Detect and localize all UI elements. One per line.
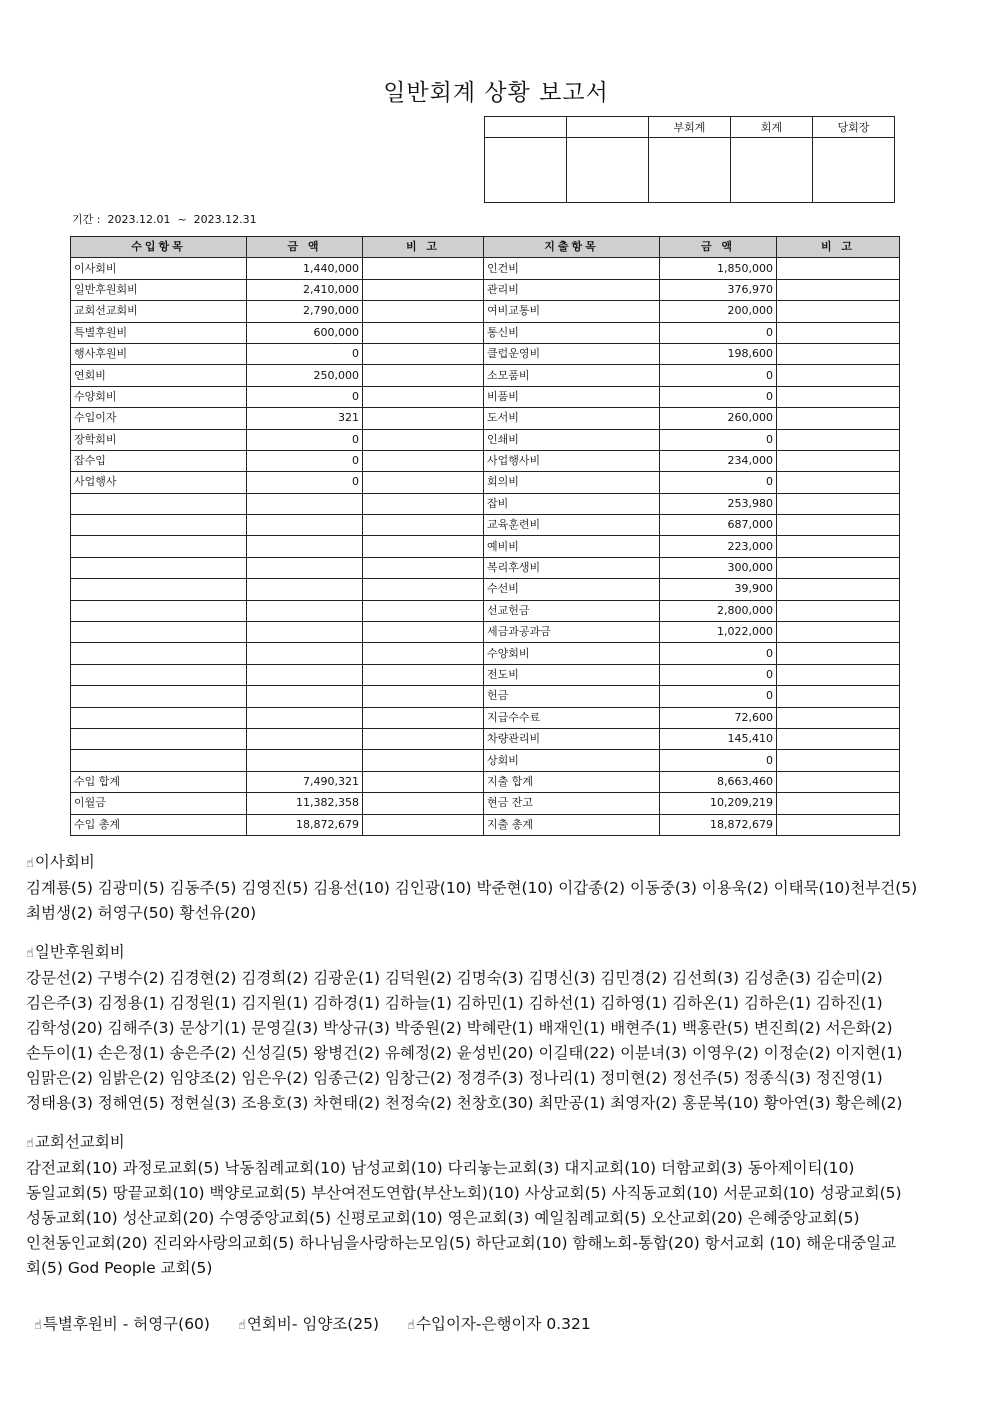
expense-item: 지급수수료 bbox=[484, 707, 660, 728]
expense-note bbox=[777, 258, 900, 279]
income-note bbox=[363, 622, 484, 643]
income-amount bbox=[247, 515, 363, 536]
ledger-row bbox=[71, 322, 900, 343]
income-note bbox=[363, 472, 484, 493]
footer-note-text: 특별후원비 - 허영구(60) bbox=[42, 1315, 210, 1333]
income-note bbox=[363, 386, 484, 407]
signature-cell bbox=[485, 138, 567, 203]
summary-income-note bbox=[363, 793, 484, 814]
income-note bbox=[363, 429, 484, 450]
income-item: 수양회비 bbox=[71, 386, 247, 407]
expense-item: 소모품비 bbox=[484, 365, 660, 386]
expense-item: 수양회비 bbox=[484, 643, 660, 664]
approval-header-cell bbox=[485, 117, 567, 138]
expense-note-header: 비 고 bbox=[777, 237, 900, 258]
expense-amount: 687,000 bbox=[660, 515, 777, 536]
income-item bbox=[71, 643, 247, 664]
income-item bbox=[71, 557, 247, 578]
ledger-row bbox=[71, 728, 900, 749]
expense-item: 복리후생비 bbox=[484, 557, 660, 578]
period-label: 기간 : bbox=[72, 213, 101, 226]
expense-item: 상회비 bbox=[484, 750, 660, 771]
ledger-row bbox=[71, 643, 900, 664]
income-item: 사업행사 bbox=[71, 472, 247, 493]
expense-item: 차량관리비 bbox=[484, 728, 660, 749]
income-amount bbox=[247, 557, 363, 578]
hand-pointing-up-icon: ☝ bbox=[26, 946, 34, 961]
period-start: 2023.12.01 bbox=[107, 213, 171, 226]
expense-note bbox=[777, 664, 900, 685]
expense-amount: 253,980 bbox=[660, 493, 777, 514]
expense-amount: 260,000 bbox=[660, 408, 777, 429]
summary-income-amount: 7,490,321 bbox=[247, 771, 363, 792]
approval-header-row bbox=[485, 117, 895, 138]
income-item: 잡수입 bbox=[71, 450, 247, 471]
hand-pointing-up-icon: ☝ bbox=[407, 1318, 416, 1333]
income-note bbox=[363, 579, 484, 600]
expense-note bbox=[777, 386, 900, 407]
note-line: 김학성(20) 김해주(3) 문상기(1) 문영길(3) 박상규(3) 박중원(2) 박혜란(1) 배재인(1) 배현주(1) 백홍란(5) 변진희(2) 서은화(2) bbox=[26, 1019, 893, 1037]
footer-note bbox=[407, 1315, 591, 1333]
income-note bbox=[363, 515, 484, 536]
income-item: 수입이자 bbox=[71, 408, 247, 429]
note-line: 임맑은(2) 임밝은(2) 임양조(2) 임은우(2) 임종근(2) 임창근(2) 정경주(3) 정나리(1) 정미현(2) 정선주(5) 정종식(3) 정진영(1) bbox=[26, 1069, 883, 1087]
expense-note bbox=[777, 750, 900, 771]
footer-note-text: 연회비- 임양조(25) bbox=[246, 1315, 380, 1333]
ledger-body bbox=[71, 258, 900, 836]
footer-note bbox=[238, 1315, 379, 1333]
note-line: 강문선(2) 구병수(2) 김경현(2) 김경희(2) 김광운(1) 김덕원(2) 김명숙(3) 김명신(3) 김민경(2) 김선희(3) 김성춘(3) 김순미(2) bbox=[26, 969, 883, 987]
note-line: 손두이(1) 손은정(1) 송은주(2) 신성길(5) 왕병건(2) 유혜정(2) 윤성빈(20) 이길태(22) 이분녀(3) 이영우(2) 이정순(2) 이지현(1) bbox=[26, 1044, 903, 1062]
income-amount: 2,790,000 bbox=[247, 301, 363, 322]
signature-cell bbox=[813, 138, 895, 203]
expense-note bbox=[777, 472, 900, 493]
expense-note bbox=[777, 515, 900, 536]
expense-amount: 0 bbox=[660, 643, 777, 664]
summary-expense-note bbox=[777, 771, 900, 792]
income-note bbox=[363, 707, 484, 728]
expense-amount: 376,970 bbox=[660, 279, 777, 300]
income-amount: 2,410,000 bbox=[247, 279, 363, 300]
expense-item: 교육훈련비 bbox=[484, 515, 660, 536]
expense-note bbox=[777, 579, 900, 600]
summary-row bbox=[71, 814, 900, 835]
income-note bbox=[363, 728, 484, 749]
ledger-row bbox=[71, 279, 900, 300]
expense-amount: 39,900 bbox=[660, 579, 777, 600]
expense-note bbox=[777, 493, 900, 514]
note-line: 정태용(3) 정해연(5) 정현실(3) 조용호(3) 차현태(2) 천정숙(2) 천창호(30) 최만공(1) 최영자(2) 홍문복(10) 황아연(3) 황은혜(2) bbox=[26, 1094, 903, 1112]
income-note bbox=[363, 322, 484, 343]
ledger-row bbox=[71, 600, 900, 621]
income-amount bbox=[247, 579, 363, 600]
income-note bbox=[363, 365, 484, 386]
income-item bbox=[71, 622, 247, 643]
approval-signature-row bbox=[485, 138, 895, 203]
expense-amount: 0 bbox=[660, 365, 777, 386]
income-item: 교회선교회비 bbox=[71, 301, 247, 322]
income-item bbox=[71, 750, 247, 771]
income-item: 장학회비 bbox=[71, 429, 247, 450]
note-lines bbox=[26, 1156, 976, 1281]
ledger-row bbox=[71, 258, 900, 279]
income-item bbox=[71, 493, 247, 514]
ledger-row bbox=[71, 707, 900, 728]
hand-pointing-up-icon: ☝ bbox=[34, 1318, 42, 1333]
income-amount: 600,000 bbox=[247, 322, 363, 343]
expense-item: 클럽운영비 bbox=[484, 343, 660, 364]
income-amount bbox=[247, 536, 363, 557]
note-heading-text: 이사회비 bbox=[34, 853, 95, 871]
expense-note bbox=[777, 557, 900, 578]
note-heading bbox=[26, 940, 976, 966]
income-item bbox=[71, 728, 247, 749]
expense-amount: 72,600 bbox=[660, 707, 777, 728]
summary-income-amount: 11,382,358 bbox=[247, 793, 363, 814]
note-line: 최범생(2) 허영구(50) 황선유(20) bbox=[26, 904, 257, 922]
income-note bbox=[363, 493, 484, 514]
footer-note-text: 수입이자-은행이자 0.321 bbox=[416, 1315, 591, 1333]
expense-item: 수선비 bbox=[484, 579, 660, 600]
income-note bbox=[363, 643, 484, 664]
income-item: 연회비 bbox=[71, 365, 247, 386]
income-amount bbox=[247, 750, 363, 771]
expense-item: 도서비 bbox=[484, 408, 660, 429]
income-note bbox=[363, 557, 484, 578]
income-note bbox=[363, 279, 484, 300]
hand-pointing-up-icon: ☝ bbox=[26, 1136, 34, 1151]
note-lines bbox=[26, 876, 976, 926]
income-amount: 0 bbox=[247, 472, 363, 493]
note-heading-text: 교회선교회비 bbox=[34, 1133, 125, 1151]
expense-amount: 1,022,000 bbox=[660, 622, 777, 643]
footer-notes bbox=[34, 1312, 619, 1334]
income-item: 이사회비 bbox=[71, 258, 247, 279]
expense-item-header: 지출항목 bbox=[484, 237, 660, 258]
summary-income-note bbox=[363, 771, 484, 792]
ledger-row bbox=[71, 365, 900, 386]
expense-note bbox=[777, 686, 900, 707]
expense-item: 인쇄비 bbox=[484, 429, 660, 450]
hand-pointing-up-icon: ☝ bbox=[26, 856, 34, 871]
note-heading-text: 일반후원회비 bbox=[34, 943, 125, 961]
income-item bbox=[71, 515, 247, 536]
ledger-row bbox=[71, 408, 900, 429]
expense-item: 인건비 bbox=[484, 258, 660, 279]
ledger-row bbox=[71, 429, 900, 450]
income-amount: 0 bbox=[247, 429, 363, 450]
expense-item: 전도비 bbox=[484, 664, 660, 685]
income-amount bbox=[247, 643, 363, 664]
ledger-row bbox=[71, 343, 900, 364]
income-note bbox=[363, 301, 484, 322]
ledger-row bbox=[71, 622, 900, 643]
ledger-row bbox=[71, 450, 900, 471]
expense-item: 선교헌금 bbox=[484, 600, 660, 621]
expense-amount: 200,000 bbox=[660, 301, 777, 322]
income-note bbox=[363, 664, 484, 685]
expense-item: 비품비 bbox=[484, 386, 660, 407]
period-end: 2023.12.31 bbox=[193, 213, 257, 226]
summary-expense-label: 지출 합계 bbox=[484, 771, 660, 792]
income-amount bbox=[247, 493, 363, 514]
summary-expense-label: 현금 잔고 bbox=[484, 793, 660, 814]
expense-amount: 0 bbox=[660, 664, 777, 685]
donor-notes bbox=[26, 850, 976, 1281]
expense-note bbox=[777, 600, 900, 621]
expense-amount: 0 bbox=[660, 429, 777, 450]
ledger-row bbox=[71, 579, 900, 600]
income-item bbox=[71, 707, 247, 728]
summary-income-amount: 18,872,679 bbox=[247, 814, 363, 835]
expense-item: 세금과공과금 bbox=[484, 622, 660, 643]
signature-cell bbox=[567, 138, 649, 203]
report-period bbox=[72, 211, 257, 227]
expense-item: 잡비 bbox=[484, 493, 660, 514]
expense-note bbox=[777, 322, 900, 343]
expense-note bbox=[777, 707, 900, 728]
income-note bbox=[363, 343, 484, 364]
income-item bbox=[71, 579, 247, 600]
ledger-row bbox=[71, 536, 900, 557]
income-item: 행사후원비 bbox=[71, 343, 247, 364]
expense-amount: 145,410 bbox=[660, 728, 777, 749]
expense-amount: 0 bbox=[660, 686, 777, 707]
expense-note bbox=[777, 365, 900, 386]
ledger-row bbox=[71, 686, 900, 707]
note-line: 감전교회(10) 과정로교회(5) 낙동침례교회(10) 남성교회(10) 다리놓는교회(3) 대지교회(10) 더함교회(3) 동아제이티(10) bbox=[26, 1159, 855, 1177]
income-amount: 0 bbox=[247, 343, 363, 364]
expense-item: 회의비 bbox=[484, 472, 660, 493]
income-amount-header: 금 액 bbox=[247, 237, 363, 258]
approval-box bbox=[484, 116, 895, 203]
note-heading bbox=[26, 850, 976, 876]
income-amount: 321 bbox=[247, 408, 363, 429]
income-item bbox=[71, 664, 247, 685]
expense-note bbox=[777, 728, 900, 749]
expense-amount: 234,000 bbox=[660, 450, 777, 471]
income-note bbox=[363, 750, 484, 771]
expense-amount: 0 bbox=[660, 472, 777, 493]
note-line: 김은주(3) 김정용(1) 김정원(1) 김지원(1) 김하경(1) 김하늘(1) 김하민(1) 김하선(1) 김하영(1) 김하온(1) 김하은(1) 김하진(1) bbox=[26, 994, 883, 1012]
income-note bbox=[363, 686, 484, 707]
income-amount: 250,000 bbox=[247, 365, 363, 386]
summary-expense-amount: 10,209,219 bbox=[660, 793, 777, 814]
expense-amount: 0 bbox=[660, 750, 777, 771]
note-heading bbox=[26, 1130, 976, 1156]
income-note bbox=[363, 450, 484, 471]
income-item: 일반후원회비 bbox=[71, 279, 247, 300]
expense-amount: 198,600 bbox=[660, 343, 777, 364]
income-amount bbox=[247, 664, 363, 685]
expense-amount: 2,800,000 bbox=[660, 600, 777, 621]
ledger-row bbox=[71, 664, 900, 685]
expense-amount-header: 금 액 bbox=[660, 237, 777, 258]
income-note bbox=[363, 258, 484, 279]
ledger-header-row bbox=[71, 237, 900, 258]
note-line: 김계룡(5) 김광미(5) 김동주(5) 김영진(5) 김용선(10) 김인광(10) 박준현(10) 이갑종(2) 이동중(3) 이용욱(2) 이태묵(10)천부건(5) bbox=[26, 879, 918, 897]
income-amount: 0 bbox=[247, 450, 363, 471]
income-item bbox=[71, 536, 247, 557]
ledger-row bbox=[71, 557, 900, 578]
income-amount: 1,440,000 bbox=[247, 258, 363, 279]
expense-amount: 300,000 bbox=[660, 557, 777, 578]
expense-note bbox=[777, 343, 900, 364]
expense-item: 통신비 bbox=[484, 322, 660, 343]
note-lines bbox=[26, 966, 976, 1116]
expense-note bbox=[777, 279, 900, 300]
summary-expense-note bbox=[777, 814, 900, 835]
summary-income-label: 수입 합계 bbox=[71, 771, 247, 792]
income-note-header: 비 고 bbox=[363, 237, 484, 258]
income-amount bbox=[247, 728, 363, 749]
summary-row bbox=[71, 793, 900, 814]
note-line: 회(5) God People 교회(5) bbox=[26, 1259, 213, 1277]
expense-amount: 0 bbox=[660, 386, 777, 407]
approval-header-cell: 당회장 bbox=[813, 117, 895, 138]
expense-item: 사업행사비 bbox=[484, 450, 660, 471]
expense-note bbox=[777, 408, 900, 429]
expense-note bbox=[777, 622, 900, 643]
income-amount bbox=[247, 622, 363, 643]
summary-income-note bbox=[363, 814, 484, 835]
income-item bbox=[71, 686, 247, 707]
expense-item: 예비비 bbox=[484, 536, 660, 557]
income-item-header: 수입항목 bbox=[71, 237, 247, 258]
expense-amount: 0 bbox=[660, 322, 777, 343]
signature-cell bbox=[649, 138, 731, 203]
income-amount bbox=[247, 600, 363, 621]
expense-amount: 223,000 bbox=[660, 536, 777, 557]
ledger-row bbox=[71, 515, 900, 536]
ledger-row bbox=[71, 750, 900, 771]
expense-note bbox=[777, 450, 900, 471]
page-title: 일반회계 상황 보고서 bbox=[383, 80, 609, 106]
income-note bbox=[363, 408, 484, 429]
signature-cell bbox=[731, 138, 813, 203]
ledger-table bbox=[70, 236, 900, 836]
summary-expense-note bbox=[777, 793, 900, 814]
summary-expense-amount: 18,872,679 bbox=[660, 814, 777, 835]
ledger-row bbox=[71, 386, 900, 407]
expense-amount: 1,850,000 bbox=[660, 258, 777, 279]
summary-row bbox=[71, 771, 900, 792]
period-sep: ~ bbox=[177, 213, 187, 226]
income-amount: 0 bbox=[247, 386, 363, 407]
summary-income-label: 수입 총계 bbox=[71, 814, 247, 835]
note-line: 인천동인교회(20) 진리와사랑의교회(5) 하나님을사랑하는모임(5) 하단교회(10) 함해노회-통합(20) 항서교회 (10) 해운대중일교 bbox=[26, 1234, 897, 1252]
ledger-row bbox=[71, 493, 900, 514]
expense-item: 여비교통비 bbox=[484, 301, 660, 322]
footer-note bbox=[34, 1315, 210, 1333]
expense-note bbox=[777, 643, 900, 664]
expense-note bbox=[777, 429, 900, 450]
ledger-row bbox=[71, 472, 900, 493]
summary-expense-label: 지출 총계 bbox=[484, 814, 660, 835]
hand-pointing-up-icon: ☝ bbox=[237, 1318, 246, 1333]
income-item bbox=[71, 600, 247, 621]
ledger-row bbox=[71, 301, 900, 322]
summary-income-label: 이월금 bbox=[71, 793, 247, 814]
expense-note bbox=[777, 301, 900, 322]
expense-item: 헌금 bbox=[484, 686, 660, 707]
approval-header-cell: 부회계 bbox=[649, 117, 731, 138]
summary-expense-amount: 8,663,460 bbox=[660, 771, 777, 792]
income-note bbox=[363, 600, 484, 621]
income-amount bbox=[247, 707, 363, 728]
income-amount bbox=[247, 686, 363, 707]
income-item: 특별후원비 bbox=[71, 322, 247, 343]
approval-header-cell bbox=[567, 117, 649, 138]
income-note bbox=[363, 536, 484, 557]
note-line: 동일교회(5) 땅끝교회(10) 백양로교회(5) 부산여전도연합(부산노회)(10) 사상교회(5) 사직동교회(10) 서문교회(10) 성광교회(5) bbox=[26, 1184, 902, 1202]
expense-note bbox=[777, 536, 900, 557]
approval-header-cell: 회계 bbox=[731, 117, 813, 138]
note-line: 성동교회(10) 성산교회(20) 수영중앙교회(5) 신평로교회(10) 영은교회(3) 예일침례교회(5) 오산교회(20) 은혜중앙교회(5) bbox=[26, 1209, 860, 1227]
expense-item: 관리비 bbox=[484, 279, 660, 300]
